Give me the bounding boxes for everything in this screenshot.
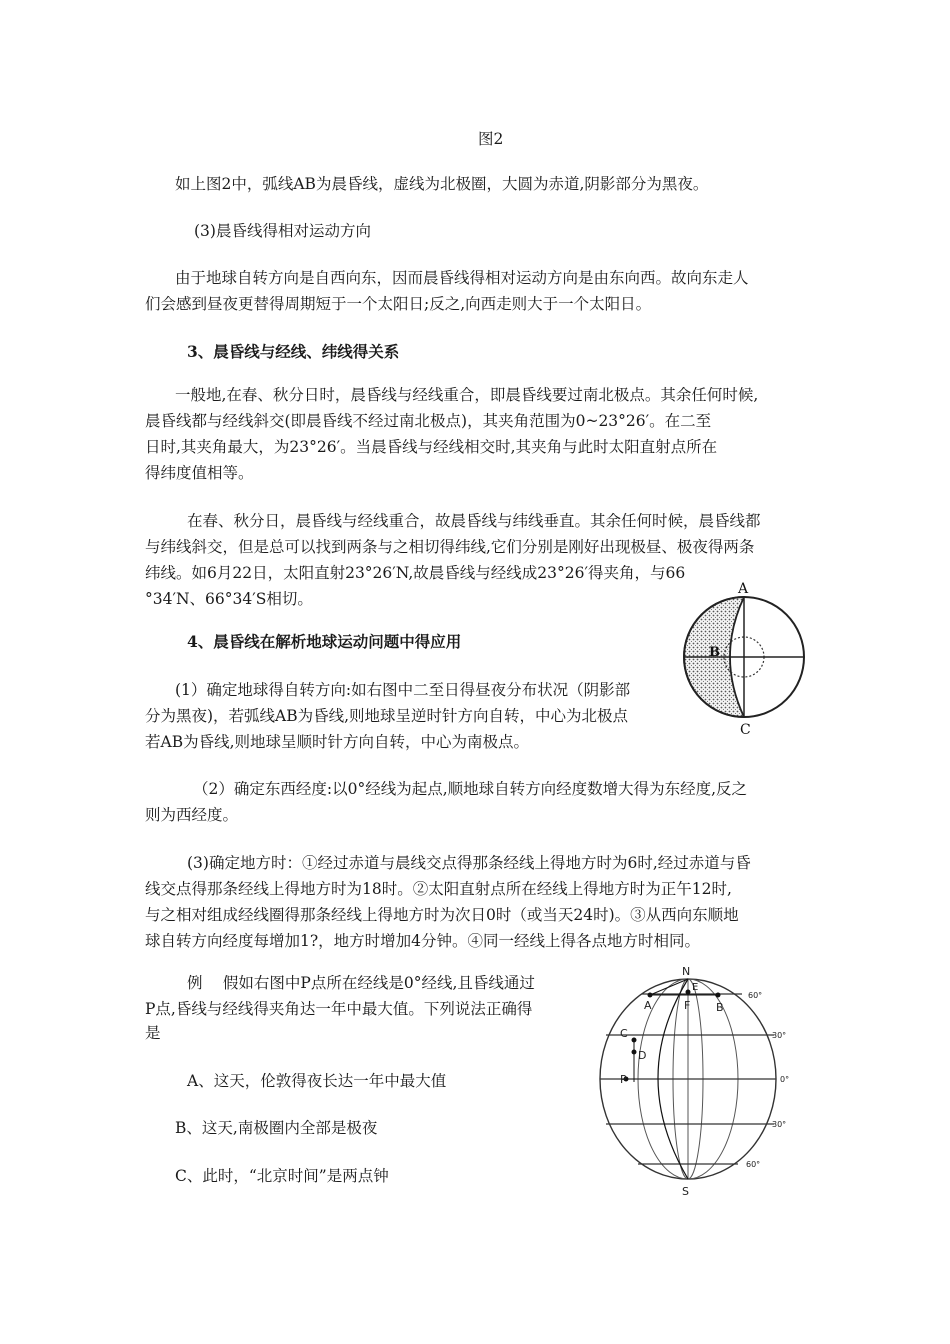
section-4-heading: 4、晨昏线在解析地球运动问题中得应用: [187, 632, 462, 651]
terminator-circle-figure: [676, 578, 812, 738]
label-b: B: [716, 1001, 724, 1014]
label-lat60s: 60°: [746, 1160, 761, 1169]
label-c: C: [620, 1027, 628, 1040]
label-lat0: 0°: [780, 1075, 790, 1084]
option-b: B、这天,南极圈内全部是极夜: [175, 1119, 378, 1137]
label-e: E: [692, 982, 699, 993]
label-b: B: [709, 645, 720, 660]
globe-latitude-figure: [598, 962, 798, 1202]
label-lat60n: 60°: [748, 991, 763, 1000]
label-a: A: [738, 581, 749, 597]
label-c: C: [740, 722, 751, 738]
option-a: A、这天，伦敦得夜长达一年中最大值: [187, 1072, 447, 1090]
label-s: S: [682, 1185, 689, 1198]
label-f: F: [684, 999, 691, 1012]
label-n: N: [682, 965, 691, 978]
figure-caption: 图2: [478, 130, 504, 148]
label-lat30n: 30°: [772, 1031, 787, 1040]
option-c: C、此时，“北京时间”是两点钟: [175, 1167, 389, 1185]
label-d: D: [638, 1049, 647, 1062]
fig2-description: 如上图2中，弧线AB为晨昏线，虚线为北极圈，大圆为赤道,阴影部分为黑夜。: [175, 175, 709, 193]
label-p: P: [620, 1073, 627, 1086]
label-lat30s: 30°: [772, 1120, 787, 1129]
label-a: A: [644, 999, 652, 1012]
section-3-heading: 3、晨昏线与经线、纬线得关系: [187, 342, 400, 361]
subsection-3-title: (3)晨昏线得相对运动方向: [194, 222, 371, 240]
